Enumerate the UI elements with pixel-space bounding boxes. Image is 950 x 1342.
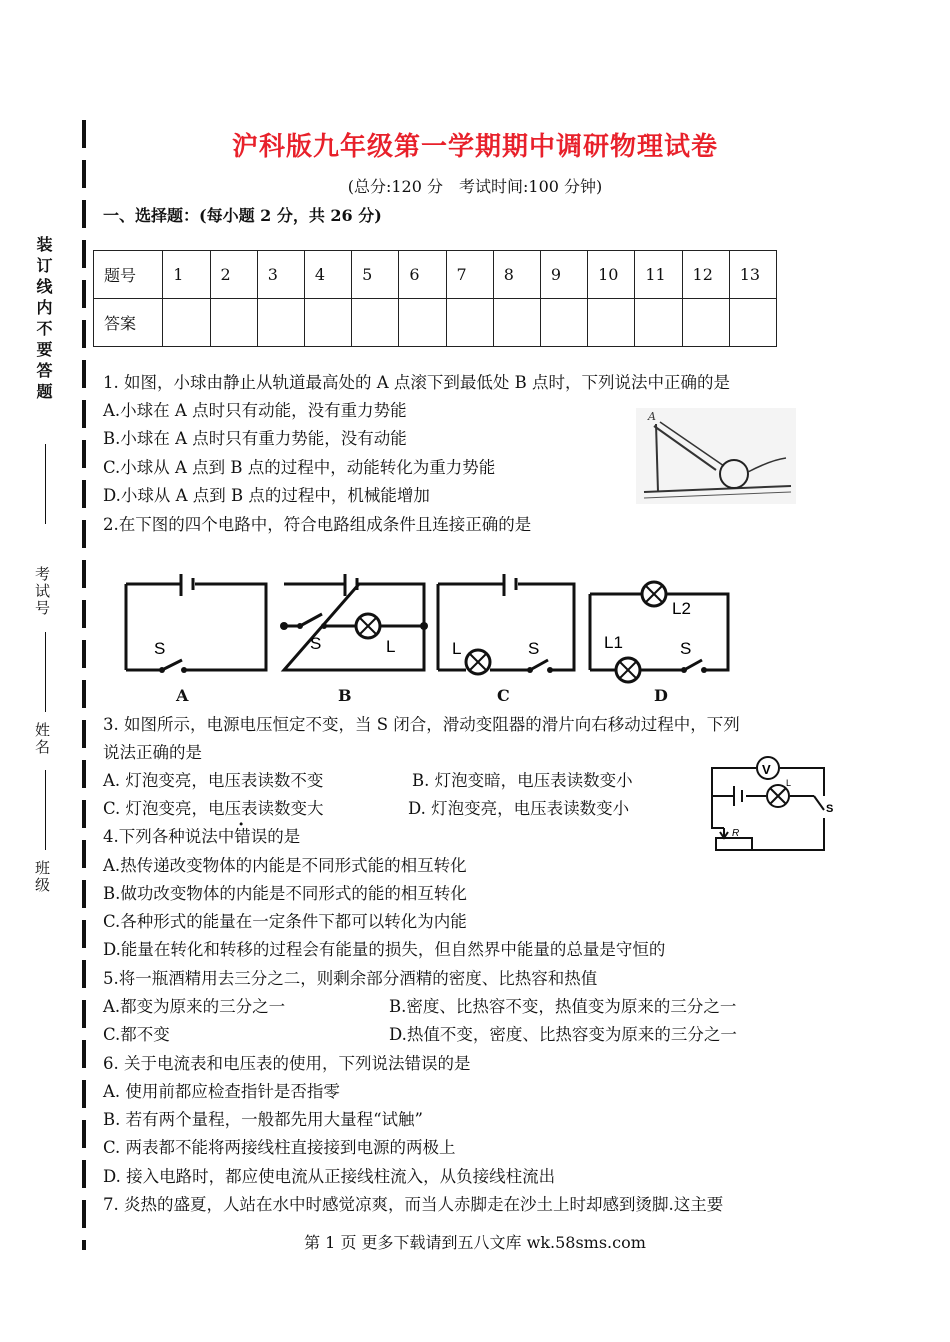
q4-stem-post: 的是	[267, 827, 301, 846]
q3-switch-label: S	[826, 803, 834, 815]
table-cell: 1	[163, 251, 210, 299]
q1-ramp-figure	[636, 408, 796, 504]
circuit-b	[282, 574, 428, 674]
circuit-b-lamp-label: L	[386, 637, 396, 656]
circuit-a-label: A	[176, 686, 189, 705]
q3-stem-1: 3. 如图所示，电源电压恒定不变，当 S 闭合，滑动变阻器的滑片向右移动过程中，下列	[103, 715, 740, 734]
page-footer: 第 1 页 更多下载请到五八文库 wk.58sms.com	[304, 1233, 646, 1252]
q4-option-c: C.各种形式的能量在一定条件下都可以转化为内能	[103, 912, 467, 931]
q3-option-d: D. 灯泡变亮，电压表读数变小	[408, 799, 630, 818]
binding-line-2	[36, 628, 54, 716]
q3-voltmeter-label: V	[762, 762, 771, 777]
circuit-b-switch-label: S	[310, 634, 322, 653]
q1-option-a: A.小球在 A 点时只有动能，没有重力势能	[103, 401, 407, 420]
q4-stem-pre: 4.下列各种说法中	[103, 827, 235, 846]
table-cell: 12	[682, 251, 729, 299]
table-cell: 7	[446, 251, 493, 299]
table-cell: 4	[304, 251, 351, 299]
circuit-c-switch-label: S	[528, 639, 540, 658]
binding-line-3	[36, 766, 54, 854]
table-cell: 6	[399, 251, 446, 299]
circuit-c	[438, 574, 578, 674]
q5-stem: 5.将一瓶酒精用去三分之二，则剩余部分酒精的密度、比热容和热值	[103, 969, 598, 988]
answer-cell[interactable]	[635, 299, 682, 347]
answer-cell[interactable]	[493, 299, 540, 347]
q5-option-c: C.都不变	[103, 1025, 170, 1044]
q7-stem: 7. 炎热的盛夏，人站在水中时感觉凉爽，而当人赤脚走在沙土上时却感到烫脚.这主要	[103, 1195, 724, 1214]
q3-option-a: A. 灯泡变亮，电压表读数不变	[103, 771, 324, 790]
q6-option-b: B. 若有两个量程，一般都先用大量程“试触”	[103, 1110, 423, 1129]
q4-stem-emphasis: 错误	[234, 827, 268, 846]
section-heading: 一、选择题：(每小题 2 分，共 26 分)	[103, 206, 382, 225]
q5-option-b: B.密度、比热容不变，热值变为原来的三分之一	[389, 997, 737, 1016]
table-cell: 2	[210, 251, 257, 299]
q1-option-b: B.小球在 A 点时只有重力势能，没有动能	[103, 429, 407, 448]
q1-stem: 1. 如图，小球由静止从轨道最高处的 A 点滚下到最低处 B 点时，下列说法中正确的是	[103, 373, 731, 392]
answer-cell[interactable]	[304, 299, 351, 347]
answer-table	[93, 250, 777, 347]
answer-cell[interactable]	[446, 299, 493, 347]
circuit-d-lamp-l2-label: L2	[672, 599, 691, 618]
q3-resistor-label: R	[732, 828, 740, 839]
answer-cell[interactable]	[210, 299, 257, 347]
name-label: 姓名	[33, 722, 51, 756]
q3-option-c: C. 灯泡变亮，电压表读数变大	[103, 799, 324, 818]
page-title: 沪科版九年级第一学期期中调研物理试卷	[231, 132, 718, 162]
answer-cell[interactable]	[163, 299, 210, 347]
q1-option-c: C.小球从 A 点到 B 点的过程中，动能转化为重力势能	[103, 458, 496, 477]
circuit-d-lamp-l1-label: L1	[604, 633, 623, 652]
table-answer-label: 答案	[94, 299, 163, 347]
q3-stem-2: 说法正确的是	[103, 743, 202, 762]
table-cell: 11	[635, 251, 682, 299]
class-label: 班级	[33, 860, 51, 894]
circuit-a-switch-label: S	[154, 639, 166, 658]
table-cell: 13	[729, 251, 776, 299]
table-header-label: 题号	[94, 251, 163, 299]
answer-cell[interactable]	[540, 299, 587, 347]
page-subtitle: (总分:120 分 考试时间:100 分钟)	[347, 177, 603, 196]
q5-option-d: D.热值不变，密度、比热容变为原来的三分之一	[389, 1025, 737, 1044]
q3-lamp-label: L	[786, 778, 792, 788]
q4-stem	[103, 825, 300, 849]
answer-cell[interactable]	[729, 299, 776, 347]
q6-option-a: A. 使用前都应检查指针是否指零	[103, 1082, 340, 1101]
table-row-numbers	[94, 251, 777, 299]
circuit-d-label: D	[654, 686, 668, 705]
exam-no-label: 考试号	[33, 566, 51, 617]
q4-option-d: D.能量在转化和转移的过程会有能量的损失，但自然界中能量的总量是守恒的	[103, 940, 666, 959]
answer-cell[interactable]	[399, 299, 446, 347]
q6-option-c: C. 两表都不能将两接线柱直接接到电源的两极上	[103, 1138, 456, 1157]
circuit-b-label: B	[338, 686, 352, 705]
q4-option-b: B.做功改变物体的内能是不同形式的能的相互转化	[103, 884, 467, 903]
table-cell: 5	[352, 251, 399, 299]
answer-cell[interactable]	[257, 299, 304, 347]
answer-cell[interactable]	[682, 299, 729, 347]
q1-fig-label-a: A	[648, 410, 656, 423]
circuit-d	[590, 574, 732, 674]
binding-dashed-line	[82, 120, 86, 1250]
circuit-a	[126, 574, 268, 674]
q1-option-d: D.小球从 A 点到 B 点的过程中，机械能增加	[103, 486, 430, 505]
table-cell: 8	[493, 251, 540, 299]
q3-circuit-figure	[706, 758, 832, 858]
binding-warning: 装订线内不要答题	[34, 236, 53, 404]
table-cell: 9	[540, 251, 587, 299]
q6-option-d: D. 接入电路时，都应使电流从正接线柱流入，从负接线柱流出	[103, 1167, 556, 1186]
q3-option-b: B. 灯泡变暗，电压表读数变小	[412, 771, 633, 790]
q4-option-a: A.热传递改变物体的内能是不同形式能的相互转化	[103, 856, 467, 875]
answer-cell[interactable]	[352, 299, 399, 347]
q6-stem: 6. 关于电流表和电压表的使用，下列说法错误的是	[103, 1054, 471, 1073]
circuit-d-switch-label: S	[680, 639, 692, 658]
circuit-c-label: C	[497, 686, 510, 705]
binding-line-1	[36, 440, 54, 528]
table-row-answers	[94, 299, 777, 347]
q5-option-a: A.都变为原来的三分之一	[103, 997, 286, 1016]
q2-stem: 2.在下图的四个电路中，符合电路组成条件且连接正确的是	[103, 515, 532, 534]
table-cell: 3	[257, 251, 304, 299]
circuit-c-lamp-label: L	[452, 639, 462, 658]
answer-cell[interactable]	[588, 299, 635, 347]
table-cell: 10	[588, 251, 635, 299]
